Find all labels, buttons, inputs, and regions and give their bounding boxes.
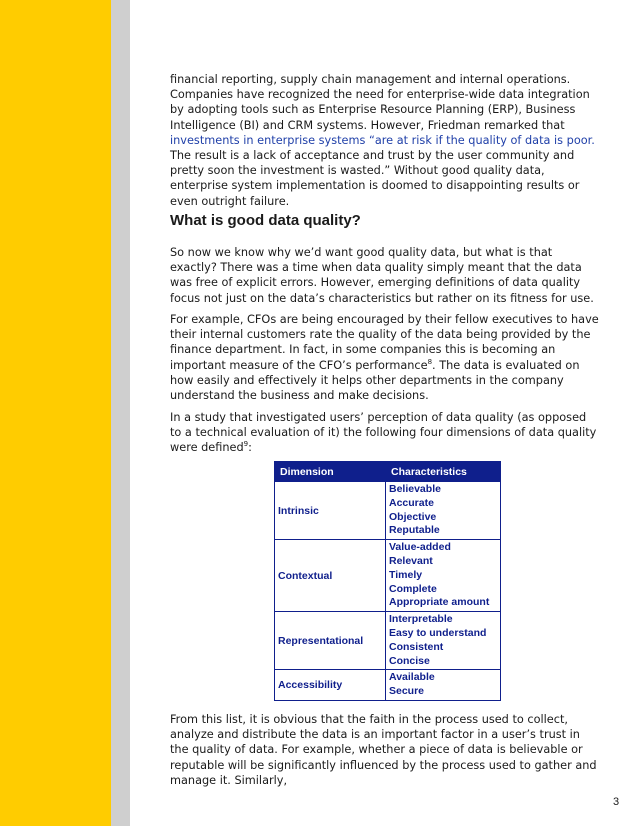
paragraph-definition: So now we know why we’d want good quality data, but what is that exactly? There was a time when data quality simply meant that the data was free of explicit errors. However, emerging definitions of data quality focus not just on the data’s characteristics but rather on its fitness for use. [170,246,594,305]
paragraph-study-rest: : [248,441,252,455]
characteristics-cell [386,670,501,701]
characteristic-item: Secure [389,685,425,698]
characteristic-item: Value-added [389,541,451,554]
intro-paragraph [170,72,595,209]
dimension-cell: Representational [275,612,386,670]
characteristic-item: Believable [389,483,441,495]
table-row [275,612,501,670]
table-header-dimension: Dimension [275,462,386,482]
grey-sidebar-shadow [111,0,130,826]
intro-paragraph-block [170,72,595,209]
characteristic-item: Relevant [389,554,433,567]
table-header-characteristics: Characteristics [386,462,501,482]
table-row [275,670,501,701]
investments-link[interactable]: investments in enterprise systems “are at risk if the quality of data is poor. [170,133,595,147]
characteristic-item: Easy to understand [389,626,487,639]
table-row [275,540,501,612]
characteristic-item: Appropriate amount [389,596,490,609]
characteristic-item: Available [389,671,435,684]
paragraph-study [170,410,600,456]
characteristic-item: Objective [389,510,437,523]
paragraph-conclusion: From this list, it is obvious that the faith in the process used to collect, analyze and distribute the data is an important factor in a user’s trust in the quality of data. For example, whether a piece of data is believable or reputable will be significantly influenced by the process used to gather and manage it. Similarly, [170,713,597,787]
table-header-row [275,462,501,482]
yellow-sidebar-band [0,0,111,826]
paragraph-cfo-rest: . The data is evaluated on how easily and effectively it helps other departments in the company understand the business and make decisions. [170,358,580,403]
data-quality-dimensions-table [274,461,501,701]
dimension-cell: Contextual [275,540,386,612]
characteristics-cell [386,612,501,670]
paragraph-cfo-example [170,312,600,403]
intro-text-1: financial reporting, supply chain management and internal operations. Companies have recognized the need for enterprise-wide data integration by adopting tools such as Enterprise Resource Planning (ERP), Business Intelligence (BI) and CRM systems. However, Friedman remarked that [170,73,590,132]
footnote-ref-8: 8 [427,357,433,366]
characteristic-item: Complete [389,582,437,595]
dimension-cell: Intrinsic [275,482,386,540]
characteristic-item: Consistent [389,640,444,653]
characteristic-item: Accurate [389,496,434,509]
characteristic-item: Timely [389,568,423,581]
characteristics-cell [386,482,501,540]
characteristics-cell [386,540,501,612]
dimension-cell: Accessibility [275,670,386,701]
table-row [275,482,501,540]
paragraph-cfo-text: For example, CFOs are being encouraged by their fellow executives to have their internal customers rate the quality of the data being provided by the finance department. In fact, in some companies this is becoming an important measure of the CFO’s performance [170,313,599,372]
characteristic-item: Reputable [389,524,440,537]
paragraph-study-text: In a study that investigated users’ perception of data quality (as opposed to a technical evaluation of it) the following four dimensions of data quality were defined [170,411,597,455]
page-number: 3 [613,796,620,808]
footnote-ref-9: 9 [243,440,249,449]
section-heading: What is good data quality? [170,212,361,229]
characteristic-item: Interpretable [389,613,453,626]
intro-text-2: The result is a lack of acceptance and trust by the user community and pretty soon the investment is wasted.” Without good quality data, enterprise system implementation is doomed to disappointing results or even outright failure. [170,149,580,208]
characteristic-item: Concise [389,654,430,667]
